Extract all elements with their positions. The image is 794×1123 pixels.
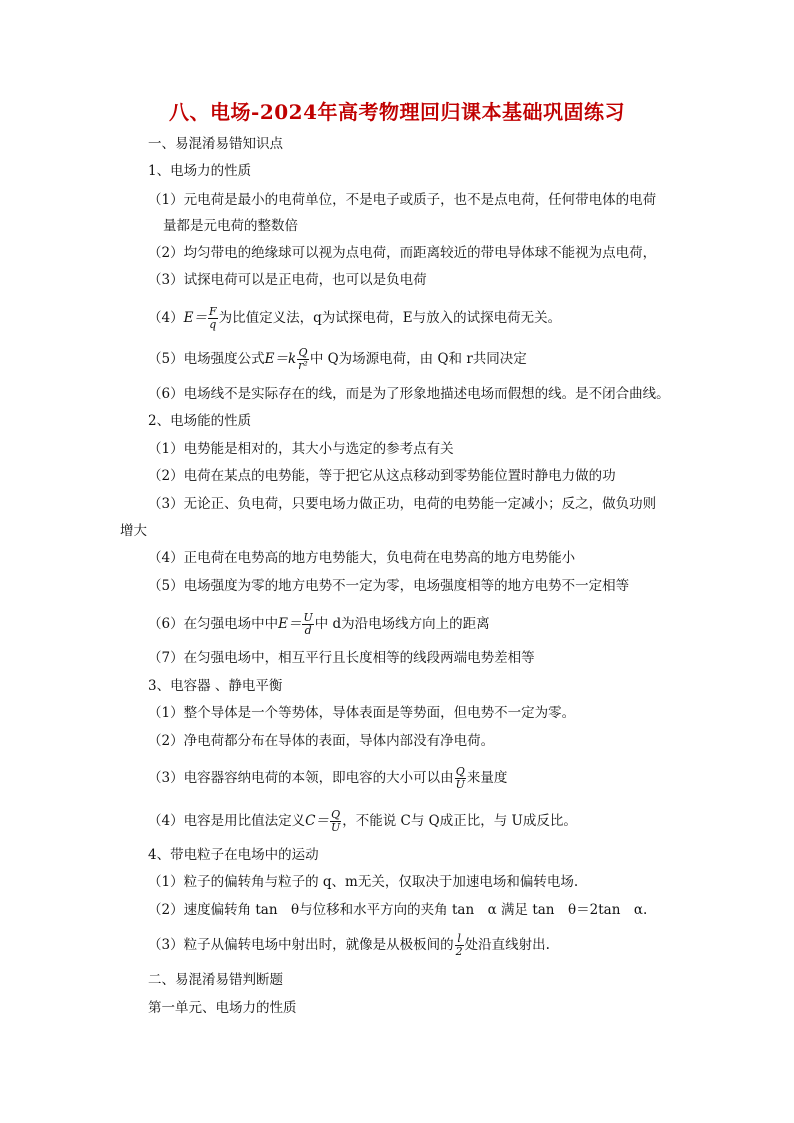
part1-item5-prefix: （5）电场强度公式 (148, 351, 265, 367)
part3-item3 (148, 766, 507, 791)
part2-item6-prefix: （6）在匀强电场中中 (148, 616, 279, 632)
part3-item3-text: 来量度 (466, 770, 508, 786)
part3-item1: （1）整个导体是一个等势体，导体表面是等势面，但电势不一定为零。 (148, 705, 576, 721)
part4-item3-prefix: （3）粒子从偏转电场中射出时，就像是从极板间的 (148, 937, 454, 953)
part2-item5: （5）电场强度为零的地方电势不一定为零，电场强度相等的地方电势不一定相等 (148, 578, 630, 594)
part1-item6: （6）电场线不是实际存在的线，而是为了形象地描述电场而假想的线。是不闭合曲线。 (148, 386, 670, 402)
fraction-denominator: d (304, 624, 312, 637)
part2-item1: （1）电势能是相对的，其大小与选定的参考点有关 (148, 441, 454, 457)
part1-item5-formula-lhs: E＝k (264, 351, 297, 367)
document-title: 八、电场-2024年高考物理回归课本基础巩固练习 (169, 100, 625, 124)
part1-item4-text: 为比值定义法，q为试探电荷，E与放入的试探电荷无关。 (218, 310, 562, 326)
part1-item1-line2: 量都是元电荷的整数倍 (163, 218, 298, 234)
part1-item2: （2）均匀带电的绝缘球可以视为点电荷，而距离较近的带电导体球不能视为点电荷， (148, 245, 657, 261)
part4-heading: 4、带电粒子在电场中的运动 (148, 847, 319, 863)
part1-item4-formula-lhs: E＝ (183, 310, 207, 326)
part2-item6-formula-lhs: E＝ (278, 616, 302, 632)
part2-item2: （2）电荷在某点的电势能，等于把它从这点移动到零势能位置时静电力做的功 (148, 468, 616, 484)
part4-item3-fraction (455, 933, 464, 958)
part3-item4-formula-lhs: C＝ (305, 813, 329, 829)
part2-item6 (148, 612, 490, 637)
part1-item4-prefix: （4） (148, 310, 184, 326)
part1-item4-fraction (208, 306, 218, 331)
fraction-numerator: Q (331, 808, 341, 821)
fraction-denominator: U (455, 778, 465, 791)
part2-item4: （4）正电荷在电势高的地方电势能大，负电荷在电势高的地方电势能小 (148, 550, 576, 566)
part4-item3 (148, 933, 550, 958)
part1-item4 (148, 306, 561, 331)
fraction-numerator: Q (298, 346, 308, 359)
section-heading-1: 一、易混淆易错知识点 (148, 136, 283, 152)
part1-heading: 1、电场力的性质 (148, 163, 252, 179)
part4-item2: （2）速度偏转角 tan θ与位移和水平方向的夹角 tan α 满足 tan θ＝2tan α. (148, 902, 648, 918)
part2-item3-line2: 增大 (120, 523, 147, 539)
part3-item2: （2）净电荷都分布在导体的表面，导体内部没有净电荷。 (148, 733, 495, 749)
part2-item3-line1: （3）无论正、负电荷，只要电场力做正功，电荷的电势能一定减小；反之，做负功则 (148, 496, 657, 512)
part2-heading: 2、电场能的性质 (148, 413, 252, 429)
part4-item1: （1）粒子的偏转角与粒子的 q、m无关，仅取决于加速电场和偏转电场. (148, 874, 579, 890)
unit1-heading: 第一单元、电场力的性质 (148, 1000, 297, 1016)
part1-item5-fraction (297, 347, 309, 372)
fraction-denominator: 2 (455, 945, 463, 958)
part3-item4-text: ，不能说 C与 Q成正比，与 U成反比。 (342, 813, 577, 829)
part3-item3-prefix: （3）电容器容纳电荷的本领，即电容的大小可以由 (148, 770, 454, 786)
part2-item6-fraction (302, 612, 313, 637)
part3-item4-fraction (330, 809, 341, 834)
part4-item3-text: 处沿直线射出. (464, 937, 550, 953)
part1-item5-text: 中 Q为场源电荷，由 Q和 r共同决定 (309, 351, 527, 367)
part3-heading: 3、电容器 、静电平衡 (148, 678, 283, 694)
section-heading-2: 二、易混淆易错判断题 (148, 972, 283, 988)
part1-item3: （3）试探电荷可以是正电荷，也可以是负电荷 (148, 272, 427, 288)
fraction-denominator: r² (298, 359, 308, 372)
part1-item1-line1: （1）元电荷是最小的电荷单位，不是电子或质子，也不是点电荷，任何带电体的电荷 (148, 192, 657, 208)
part2-item7: （7）在匀强电场中，相互平行且长度相等的线段两端电势差相等 (148, 650, 535, 666)
fraction-numerator: l (455, 933, 464, 946)
fraction-numerator: F (208, 305, 217, 318)
part3-item3-fraction (455, 766, 466, 791)
part3-item4 (148, 809, 577, 834)
fraction-numerator: U (303, 611, 313, 624)
fraction-denominator: q (209, 318, 217, 331)
part3-item4-prefix: （4）电容是用比值法定义 (148, 813, 306, 829)
fraction-denominator: U (330, 821, 341, 834)
part2-item6-text: 中 d为沿电场线方向上的距离 (314, 616, 490, 632)
part1-item5 (148, 347, 527, 372)
fraction-numerator: Q (455, 765, 465, 778)
